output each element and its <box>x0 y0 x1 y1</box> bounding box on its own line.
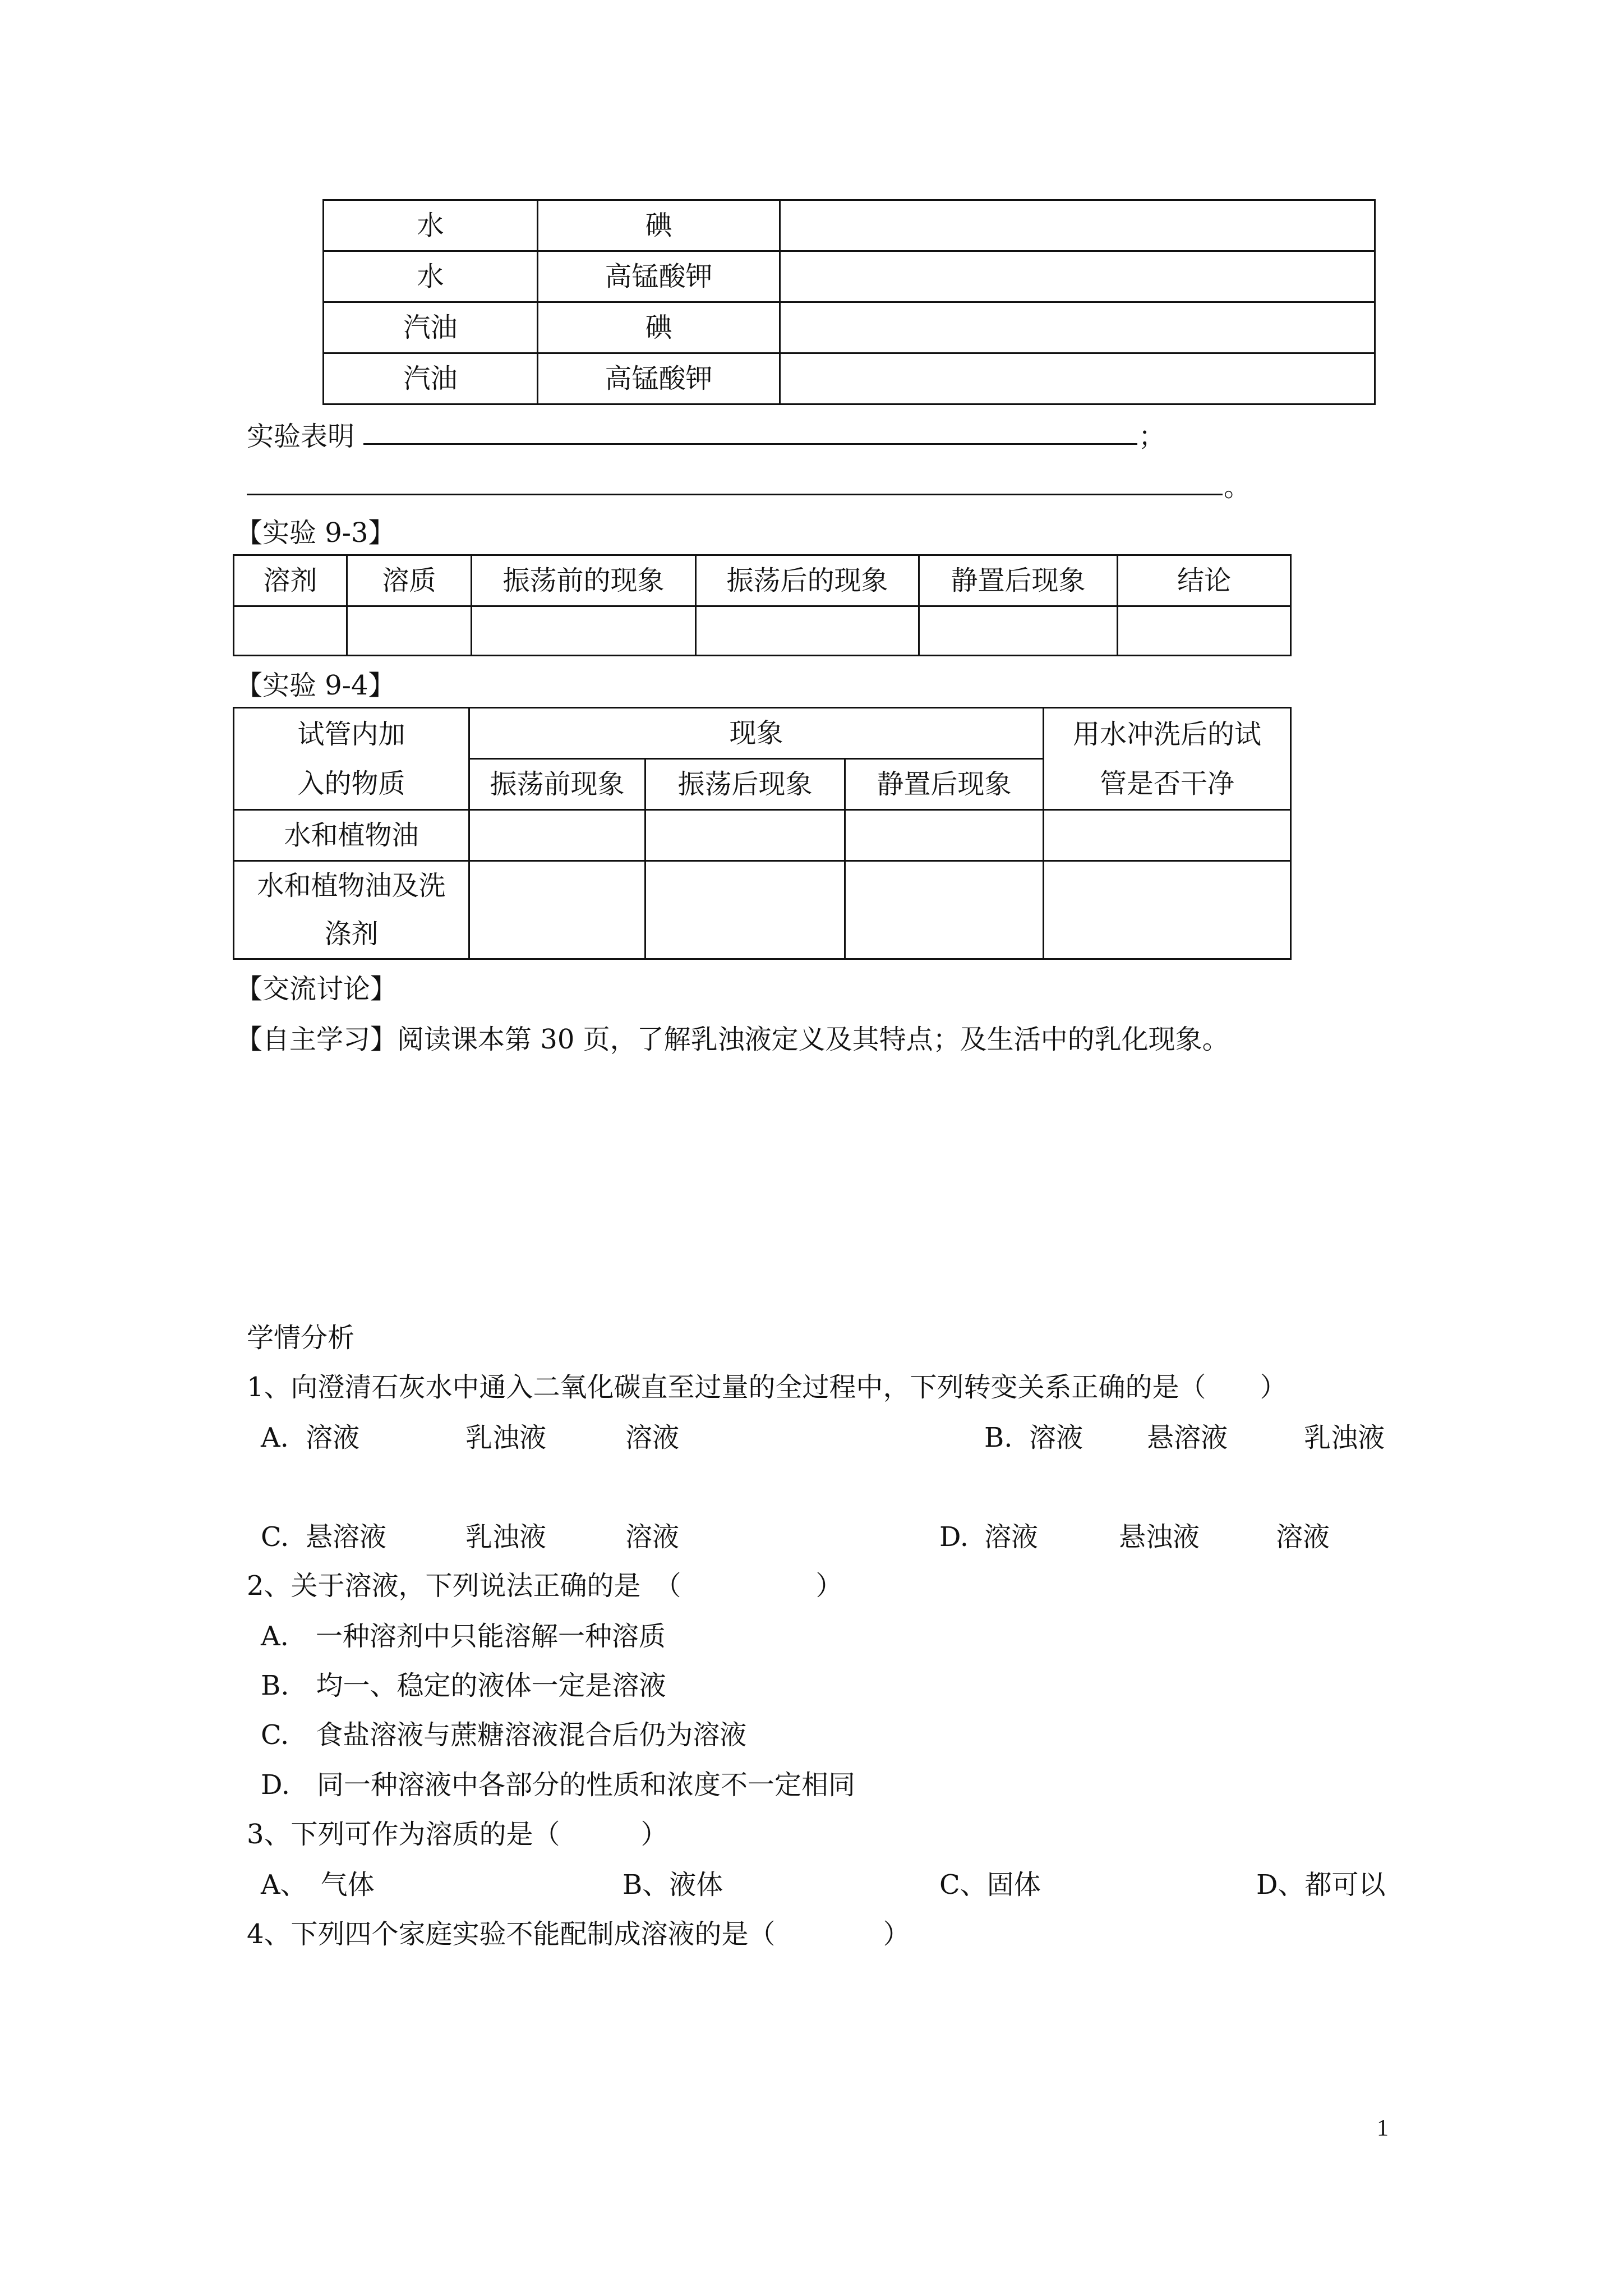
table-cell <box>234 861 469 959</box>
table-cell: 水 <box>324 251 538 302</box>
option-term: 溶液 <box>625 1422 680 1453</box>
header-line: 试管内加 <box>297 718 405 750</box>
conclusion-label: 实验表明 <box>247 421 355 452</box>
conclusion-end: ； <box>1138 421 1166 452</box>
table-header: 溶质 <box>347 555 472 606</box>
table-cell[interactable] <box>696 606 919 656</box>
table-cell: 碘 <box>538 302 780 353</box>
question-4-stem: 4、下列四个家庭实验不能配制成溶液的是（ ） <box>247 1918 910 1950</box>
table-row <box>324 353 1375 404</box>
table-header <box>234 708 469 810</box>
table-header: 振荡前的现象 <box>472 555 696 606</box>
table-row <box>234 555 1291 606</box>
question-3-stem: 3、下列可作为溶质的是（ ） <box>247 1819 668 1850</box>
table-cell <box>780 353 1375 404</box>
q1-option-d <box>939 1520 1330 1554</box>
page-number: 1 <box>1377 2115 1389 2141</box>
table-cell[interactable] <box>234 606 347 656</box>
option-letter: A. <box>261 1422 289 1453</box>
experiment-9-3-table <box>233 554 1292 656</box>
table-row <box>324 302 1375 353</box>
table-cell[interactable] <box>845 810 1044 861</box>
question-1-stem: 1、向澄清石灰水中通入二氧化碳直至过量的全过程中，下列转变关系正确的是（ ） <box>247 1372 1287 1403</box>
table-cell[interactable] <box>469 861 645 959</box>
table-cell[interactable] <box>645 810 845 861</box>
analysis-title: 学情分析 <box>247 1322 355 1354</box>
table-row <box>234 606 1291 656</box>
table-cell[interactable] <box>1044 861 1291 959</box>
table-cell[interactable] <box>919 606 1118 656</box>
table-cell[interactable] <box>1044 810 1291 861</box>
table-cell <box>780 200 1375 251</box>
conclusion-end: 。 <box>1224 471 1251 503</box>
table-header: 振荡后的现象 <box>696 555 919 606</box>
cell-line: 涤剂 <box>324 918 379 950</box>
q1-option-a <box>261 1421 680 1455</box>
table-cell: 水和植物油 <box>234 810 469 861</box>
table-header: 溶剂 <box>234 555 347 606</box>
table-cell[interactable] <box>645 861 845 959</box>
table-cell[interactable] <box>1118 606 1291 656</box>
experiment-9-4-table <box>233 707 1292 960</box>
option-term: 乳浊液 <box>465 1422 547 1453</box>
table-cell <box>780 302 1375 353</box>
self-study-label: 【自主学习】 <box>236 1024 398 1055</box>
table-cell[interactable] <box>469 810 645 861</box>
table-cell <box>780 251 1375 302</box>
table-header: 结论 <box>1118 555 1291 606</box>
section-title: 【实验 9-4】 <box>236 670 395 701</box>
fill-in-line[interactable] <box>247 494 1223 495</box>
option-letter: B. <box>984 1422 1013 1453</box>
option-term: 乳浊液 <box>465 1521 547 1553</box>
table-row <box>324 251 1375 302</box>
table-cell[interactable] <box>472 606 696 656</box>
q2-option: B. 均一、稳定的液体一定是溶液 <box>261 1670 666 1701</box>
option-term: 悬溶液 <box>306 1521 387 1553</box>
q2-option: A. 一种溶剂中只能溶解一种溶质 <box>261 1621 666 1652</box>
table-row <box>234 810 1291 861</box>
option-letter: D. <box>939 1521 969 1553</box>
q3-option: C、固体 <box>939 1869 1041 1901</box>
table-row <box>324 200 1375 251</box>
solubility-table <box>322 199 1376 405</box>
table-row <box>234 708 1291 759</box>
table-cell: 高锰酸钾 <box>538 353 780 404</box>
q2-option: D. 同一种溶液中各部分的性质和浓度不一定相同 <box>261 1769 856 1801</box>
q1-option-c <box>261 1520 680 1554</box>
option-term: 乳浊液 <box>1304 1422 1385 1453</box>
option-term: 溶液 <box>306 1422 360 1453</box>
table-header: 现象 <box>469 708 1044 759</box>
table-header <box>1044 708 1291 810</box>
table-cell[interactable] <box>347 606 472 656</box>
table-cell: 水 <box>324 200 538 251</box>
self-study-text: 阅读课本第 30 页，了解乳浊液定义及其特点；及生活中的乳化现象。 <box>397 1024 1229 1055</box>
discussion-heading: 【交流讨论】 <box>236 973 398 1005</box>
table-cell: 汽油 <box>324 302 538 353</box>
table-header: 振荡前现象 <box>469 759 645 810</box>
header-line: 入的物质 <box>297 767 405 799</box>
option-term: 溶液 <box>1029 1422 1083 1453</box>
option-letter: C. <box>261 1521 289 1553</box>
header-line: 用水冲洗后的试 <box>1073 718 1262 750</box>
cell-line: 水和植物油及洗 <box>257 870 446 901</box>
table-cell[interactable] <box>845 861 1044 959</box>
table-cell: 碘 <box>538 200 780 251</box>
q1-option-b <box>984 1421 1385 1455</box>
table-header: 振荡后现象 <box>645 759 845 810</box>
table-cell: 高锰酸钾 <box>538 251 780 302</box>
header-line: 管是否干净 <box>1100 767 1235 799</box>
section-title: 【实验 9-3】 <box>236 517 395 549</box>
table-row <box>234 861 1291 959</box>
question-2-stem: 2、关于溶液，下列说法正确的是 （ ） <box>247 1570 843 1602</box>
option-term: 溶液 <box>1276 1521 1330 1553</box>
option-term: 悬溶液 <box>1147 1422 1228 1453</box>
option-term: 悬浊液 <box>1119 1521 1200 1553</box>
table-cell: 汽油 <box>324 353 538 404</box>
table-header: 静置后现象 <box>919 555 1118 606</box>
self-study-paragraph <box>236 1023 1229 1056</box>
q3-option: B、液体 <box>623 1869 723 1901</box>
q3-option: A、 气体 <box>261 1869 375 1901</box>
option-term: 溶液 <box>625 1521 680 1553</box>
fill-in-line[interactable] <box>363 443 1137 445</box>
q2-option: C. 食盐溶液与蔗糖溶液混合后仍为溶液 <box>261 1719 747 1751</box>
q3-option: D、都可以 <box>1256 1869 1386 1901</box>
table-header: 静置后现象 <box>845 759 1044 810</box>
option-term: 溶液 <box>984 1521 1039 1553</box>
